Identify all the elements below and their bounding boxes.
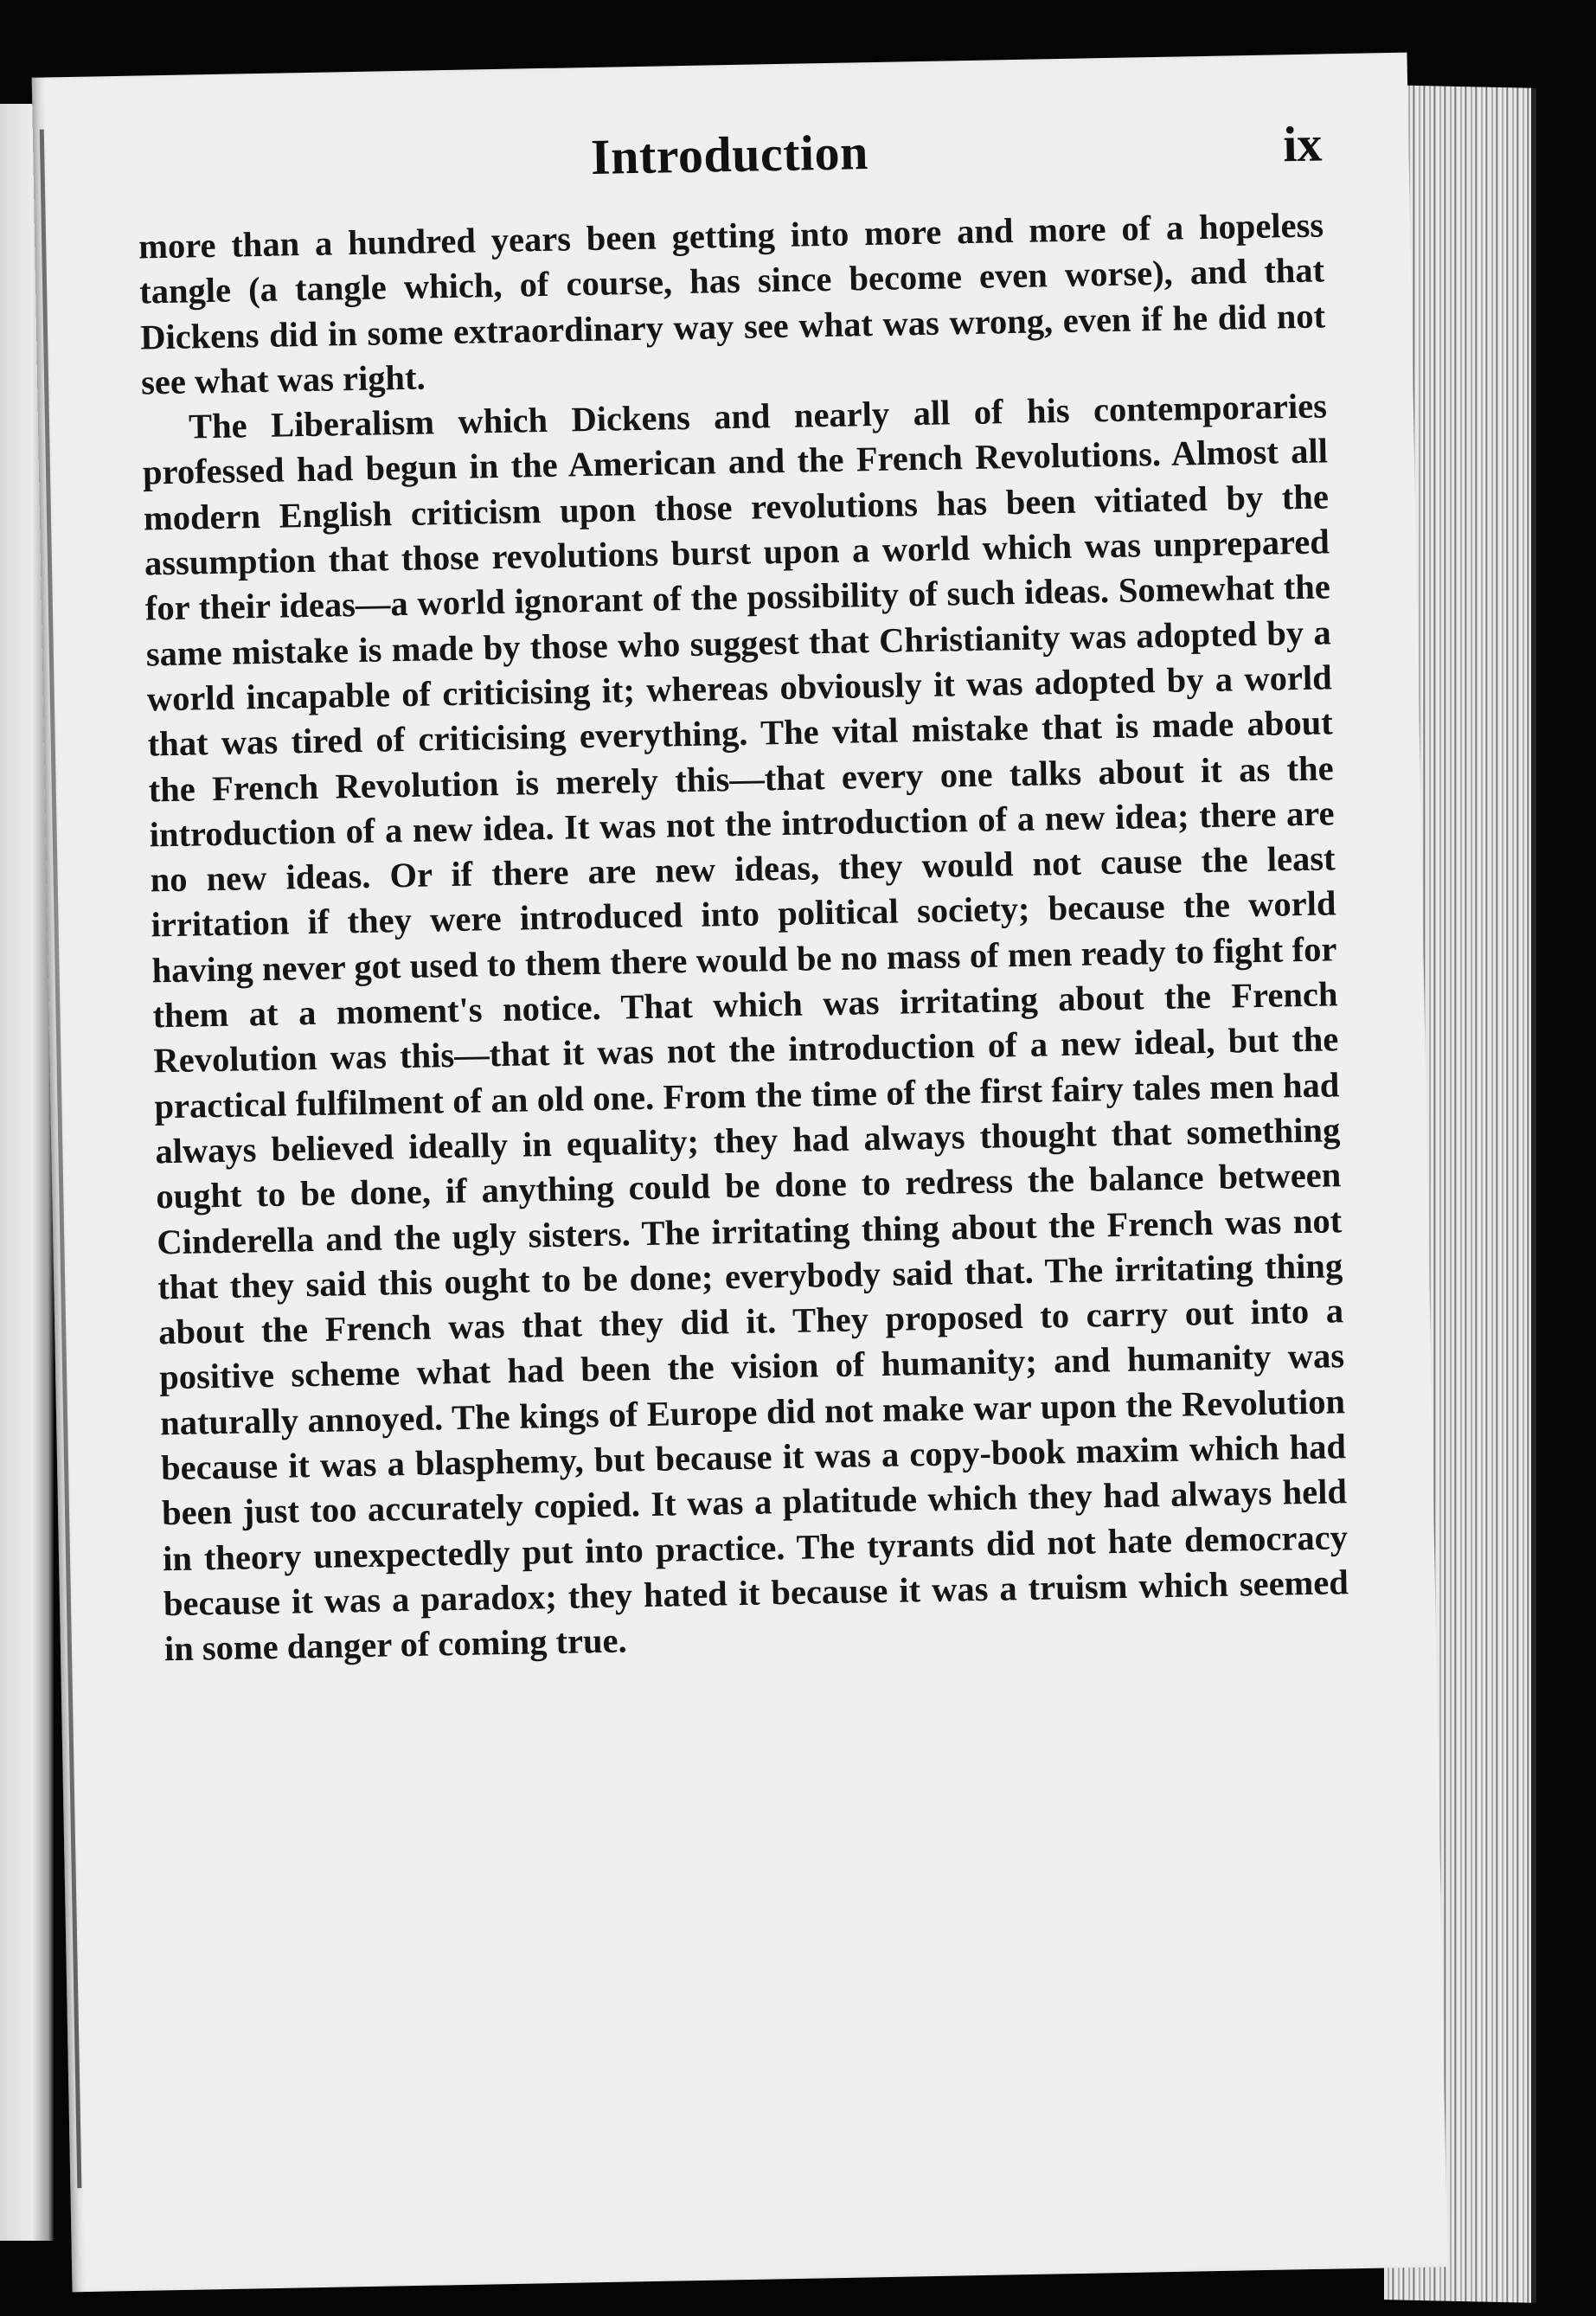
body-text — [138, 202, 1349, 1671]
paragraph-continued: more than a hundred years been getting into more and more of a hopeless tangle (a tangle which, of course, has since become even worse), and that Dickens did in some extraordinary way see what was wrong, even if he did not see what was right. — [138, 205, 1326, 402]
running-head: Introduction — [590, 124, 869, 185]
paragraph-liberalism: The Liberalism which Dickens and nearly all of his contemporaries professed had begun in the American and the French Revolutions. Almost all modern English criticism upon those revolutions has been vitiated by the assumption that those revolutions burst upon a world which was unprepared for their ideas—a world ignorant of the possibility of such ideas. Somewhat the same mistake is made by those who suggest that Christianity was adopted by a world incapable of criticising it; whereas obviously it was adopted by a world that was tired of criticising everything. The vital mistake that is made about the French Revolution is merely this—that every one talks about it as the introduction of a new idea. It was not the introduction of a new idea; there are no new ideas. Or if there are new ideas, they would not cause the least irritation if they were introduced into political society; because the world having never got used to them there would be no mass of men ready to fight for them at a moment's notice. That which was irritating about the French Revolution was this—that it was not the introduction of a new ideal, but the practical fulfilment of an old one. From the time of the first fairy tales men had always believed ideally in equality; they had always thought that something ought to be done, if anything could be done to redress the balance between Cinderella and the ugly sisters. The irritating thing about the French was not that they said this ought to be done; everybody said that. The irritating thing about the French was that they did it. They proposed to carry out into a positive scheme what had been the vision of humanity; and humanity was naturally annoyed. The kings of Europe did not make war upon the Revolution because it was a blasphemy, but because it was a copy-book maxim which had been just too accurately copied. It was a platitude which they had always held in theory unexpectedly put into practice. The tyrants did not hate democracy because it was a paradox; they hated it because it was a truism which seemed in some danger of coming true. — [142, 386, 1349, 1669]
page-number: ix — [1282, 115, 1323, 173]
book-page — [32, 53, 1448, 2293]
page-header — [137, 114, 1323, 214]
